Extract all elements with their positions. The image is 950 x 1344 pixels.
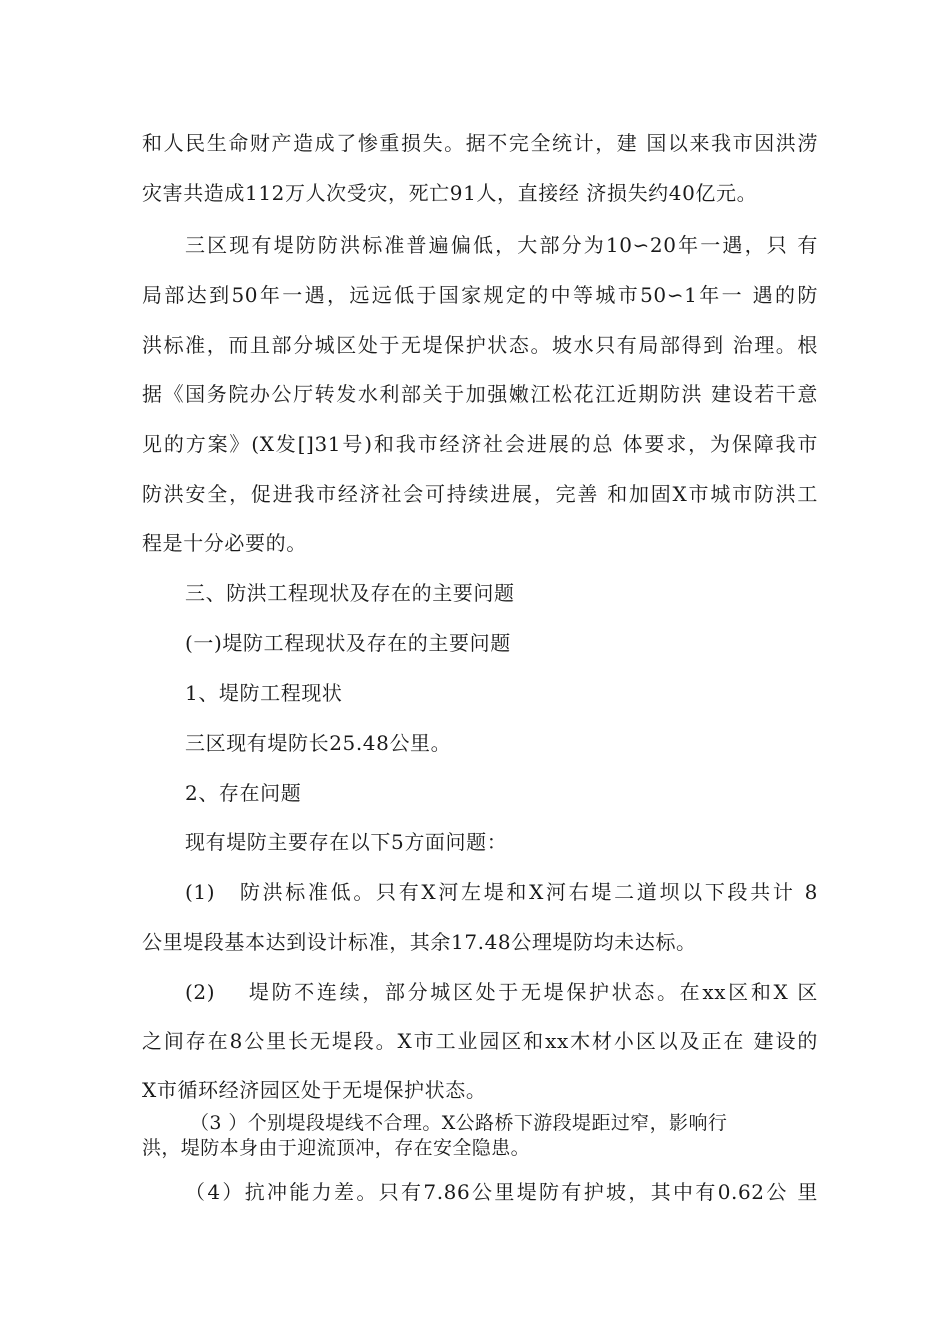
body-line: 三区现有堤防长25.48公里。 xyxy=(185,731,452,755)
item-heading: 1、堤防工程现状 xyxy=(185,681,343,705)
body-line: 程是十分必要的。 xyxy=(142,531,307,555)
list-item-line: X市循环经济园区处于无堤保护状态。 xyxy=(142,1078,487,1102)
list-item-line: 之间存在8公里长无堤段。X市工业园区和xx木材小区以及正在 建设的 xyxy=(142,1029,818,1053)
list-item-line: (2) 堤防不连续，部分城区处于无堤保护状态。在xx区和X 区 xyxy=(185,980,818,1004)
body-line: 和人民生命财产造成了惨重损失。据不完全统计，建 国以来我市因洪涝 xyxy=(142,131,818,155)
body-line: 防洪安全，促进我市经济社会可持续进展，完善 和加固X市城市防洪工 xyxy=(142,482,818,506)
body-line: 洪标准，而且部分城区处于无堤保护状态。坡水只有局部得到 治理。根 xyxy=(142,333,818,357)
body-line: 三区现有堤防防洪标准普遍偏低，大部分为10∽20年一遇，只 有 xyxy=(185,233,818,257)
body-line: 现有堤防主要存在以下5方面问题： xyxy=(185,830,508,854)
body-line: 局部达到50年一遇，远远低于国家规定的中等城市50∽1年一 遇的防 xyxy=(142,283,818,307)
body-line: 据《国务院办公厅转发水利部关于加强嫩江松花江近期防洪 建设若干意 xyxy=(142,382,818,406)
list-item-line: (1) 防洪标准低。只有X河左堤和X河右堤二道坝以下段共计 8 xyxy=(185,880,818,904)
list-item-line: 公里堤段基本达到设计标准，其余17.48公理堤防均未达标。 xyxy=(142,930,697,954)
subsection-heading: (一)堤防工程现状及存在的主要问题 xyxy=(185,631,511,655)
list-item-line: （4）抗冲能力差。只有7.86公里堤防有护坡，其中有0.62公 里 xyxy=(185,1180,818,1204)
item-heading: 2、存在问题 xyxy=(185,781,302,805)
body-line: 灾害共造成112万人次受灾，死亡91人，直接经 济损失约40亿元。 xyxy=(142,181,758,205)
list-item-line: 洪，堤防本身由于迎流顶冲，存在安全隐患。 xyxy=(142,1137,531,1159)
body-line: 见的方案》(X发[]31号)和我市经济社会进展的总 体要求，为保障我市 xyxy=(142,432,818,456)
list-item-line: （3 ）个别堤段堤线不合理。X公路桥下游段堤距过窄，影响行 xyxy=(190,1112,728,1134)
section-heading: 三、防洪工程现状及存在的主要问题 xyxy=(185,581,515,605)
